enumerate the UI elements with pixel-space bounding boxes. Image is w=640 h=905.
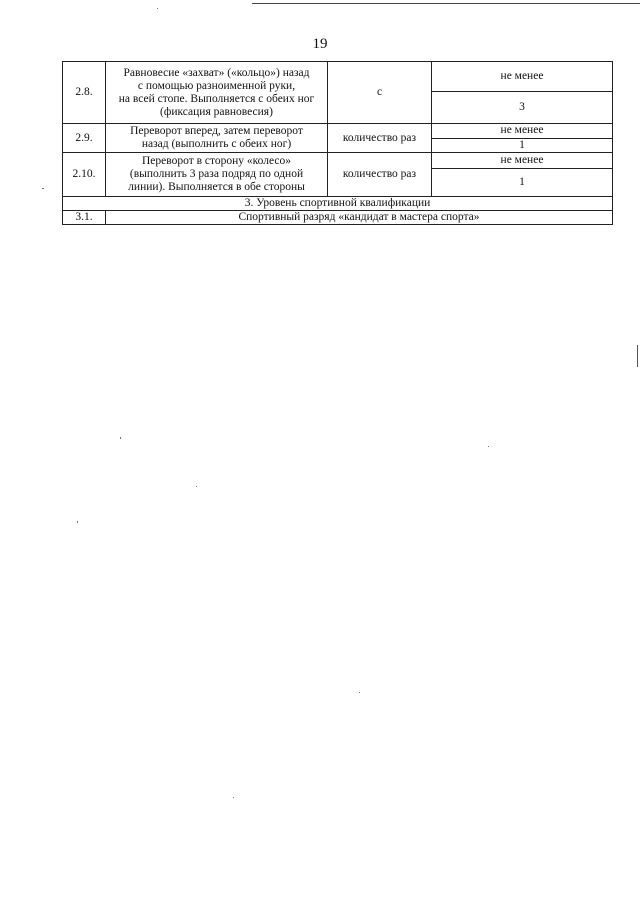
- qualification-text: Спортивный разряд «кандидат в мастера спорта»: [106, 211, 613, 225]
- scan-top-rule: [252, 3, 640, 4]
- unit-cell: с: [328, 62, 432, 124]
- description-line: Переворот вперед, затем переворот: [130, 125, 303, 137]
- table-row-2-9: [63, 124, 613, 139]
- exercise-description: [106, 62, 328, 124]
- row-number: 2.8.: [63, 62, 106, 124]
- unit-cell: количество раз: [328, 124, 432, 153]
- scan-speck: [77, 521, 78, 523]
- section-header: 3. Уровень спортивной квалификации: [63, 197, 613, 211]
- table-row-2-10: [63, 153, 613, 169]
- description-line: Переворот в сторону «колесо»: [141, 155, 291, 167]
- condition-cell: не менее: [432, 62, 613, 92]
- table-row-2-8: [63, 62, 613, 92]
- scan-speck: [233, 797, 234, 798]
- table-row-3-1: [63, 211, 613, 225]
- scan-speck: [196, 486, 197, 487]
- description-line: с помощью разноименной руки,: [137, 79, 296, 92]
- standards-table: [62, 61, 613, 225]
- unit-cell: количество раз: [328, 153, 432, 197]
- scan-speck: [359, 692, 360, 693]
- exercise-description: [106, 124, 328, 153]
- description-line: Равновесие «захват» («кольцо») назад: [123, 66, 310, 79]
- description-line: (фиксация равновесия): [160, 105, 273, 118]
- section-header-row: [63, 197, 613, 211]
- value-cell: 1: [432, 169, 613, 197]
- description-line: (выполнить 3 раза подряд по одной: [129, 168, 304, 180]
- value-cell: 1: [432, 138, 613, 153]
- scan-speck: [120, 437, 121, 439]
- scan-speck: [157, 8, 158, 9]
- description-line: на всей стопе. Выполняется с обеих ног: [118, 92, 315, 105]
- scan-speck: [42, 188, 44, 189]
- value-cell: 3: [432, 92, 613, 124]
- condition-cell: не менее: [432, 153, 613, 169]
- exercise-description: [106, 153, 328, 197]
- scan-speck: [488, 446, 489, 447]
- row-number: 3.1.: [63, 211, 106, 225]
- description-line: линии). Выполняется в обе стороны: [128, 181, 305, 193]
- row-number: 2.9.: [63, 124, 106, 153]
- scan-edge-mark: [637, 345, 638, 367]
- description-line: назад (выполнить с обеих ног): [141, 138, 292, 150]
- page-number: 19: [312, 36, 328, 52]
- row-number: 2.10.: [63, 153, 106, 197]
- condition-cell: не менее: [432, 124, 613, 139]
